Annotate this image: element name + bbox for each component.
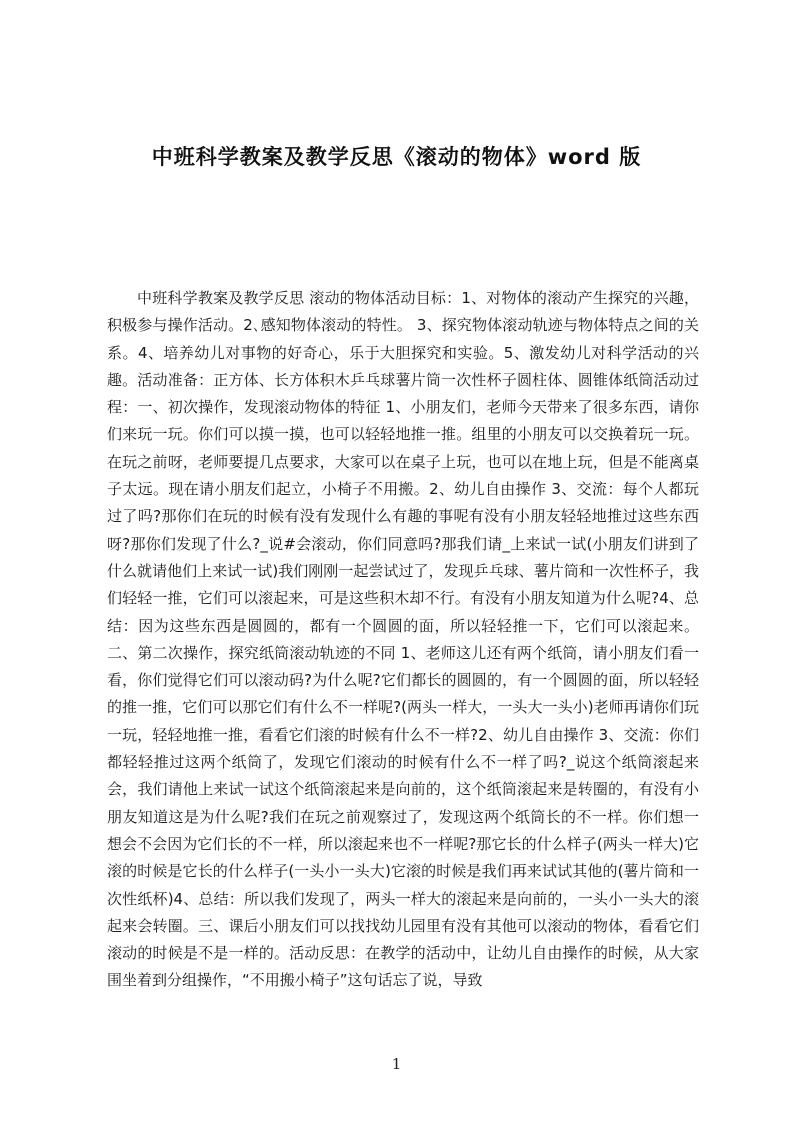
body-paragraph: 中班科学教案及教学反思 滚动的物体活动目标：1、对物体的滚动产生探究的兴趣，积极参与操作活动。2､感知物体滚动的特性。 3、探究物体滚动轨迹与物体特点之间的关系。4、培养幼儿对事物的好奇心，乐于大胆探究和实验。5、激发幼儿对科学活动的兴趣。活动准备：正方体、长方体积木乒乓球薯片筒一次性杯子圆柱体、圆锥体纸筒活动过程：一、初次操作，发现滚动物体的特征 1、小朋友们，老师今天带来了很多东西，请你们来玩一玩。你们可以摸一摸，也可以轻轻地推一推。组里的小朋友可以交换着玩一玩。在玩之前呀，老师要提几点要求，大家可以在桌子上玩，也可以在地上玩，但是不能离桌子太远。现在请小朋友们起立，小椅子不用搬。2、幼儿自由操作 3、交流：每个人都玩过了吗?那你们在玩的时候有没有发现什么有趣的事呢有没有小朋友轻轻地推过这些东西呀?那你们发现了什么?_说#会滚动，你们同意吗?那我们请_上来试一试(小朋友们讲到了什么就请他们上来试一试)我们刚刚一起尝试过了，发现乒乓球、薯片筒和一次性杯子，我们轻轻一推，它们可以滚起来，可是这些积木却不行。有没有小朋友知道为什么呢?4、总结：因为这些东西是圆圆的，都有一个圆圆的面，所以轻轻推一下，它们可以滚起来。二、第二次操作，探究纸筒滚动轨迹的不同 1、老师这儿还有两个纸筒，请小朋友们看一看，你们觉得它们可以滚动码?为什么呢?它们都长的圆圆的，有一个圆圆的面，所以轻轻的推一推，它们可以那它们有什么不一样呢?(两头一样大，一头大一头小)老师再请你们玩一玩，轻轻地推一推，看看它们滚的时候有什么不一样?2、幼儿自由操作 3、交流：你们都轻轻推过这两个纸筒了，发现它们滚动的时候有什么不一样了吗?_说这个纸筒滚起来会，我们请他上来试一试这个纸筒滚起来是向前的，这个纸筒滚起来是转圈的，有没有小朋友知道这是为什么呢?我们在玩之前观察过了，发现这两个纸筒长的不一样。你们想一想会不会因为它们长的不一样，所以滚起来也不一样呢?那它长的什么样子(两头一样大)它滚的时候是它长的什么样子(一头小一头大)它滚的时候是我们再来试试其他的(薯片筒和一次性纸杯)4、总结：所以我们发现了，两头一样大的滚起来是向前的，一头小一头大的滚起来会转圈。三、课后小朋友们可以找找幼儿园里有没有其他可以滚动的物体，看看它们滚动的时候是不是一样的。活动反思：在教学的活动中，让幼儿自由操作的时候，从大家围坐着到分组操作，“不用搬小椅子”这句话忘了说，导致 [107, 289, 699, 990]
page-title: 中班科学教案及教学反思《滚动的物体》word 版 [151, 145, 642, 169]
page-number: 1 [391, 1055, 402, 1073]
